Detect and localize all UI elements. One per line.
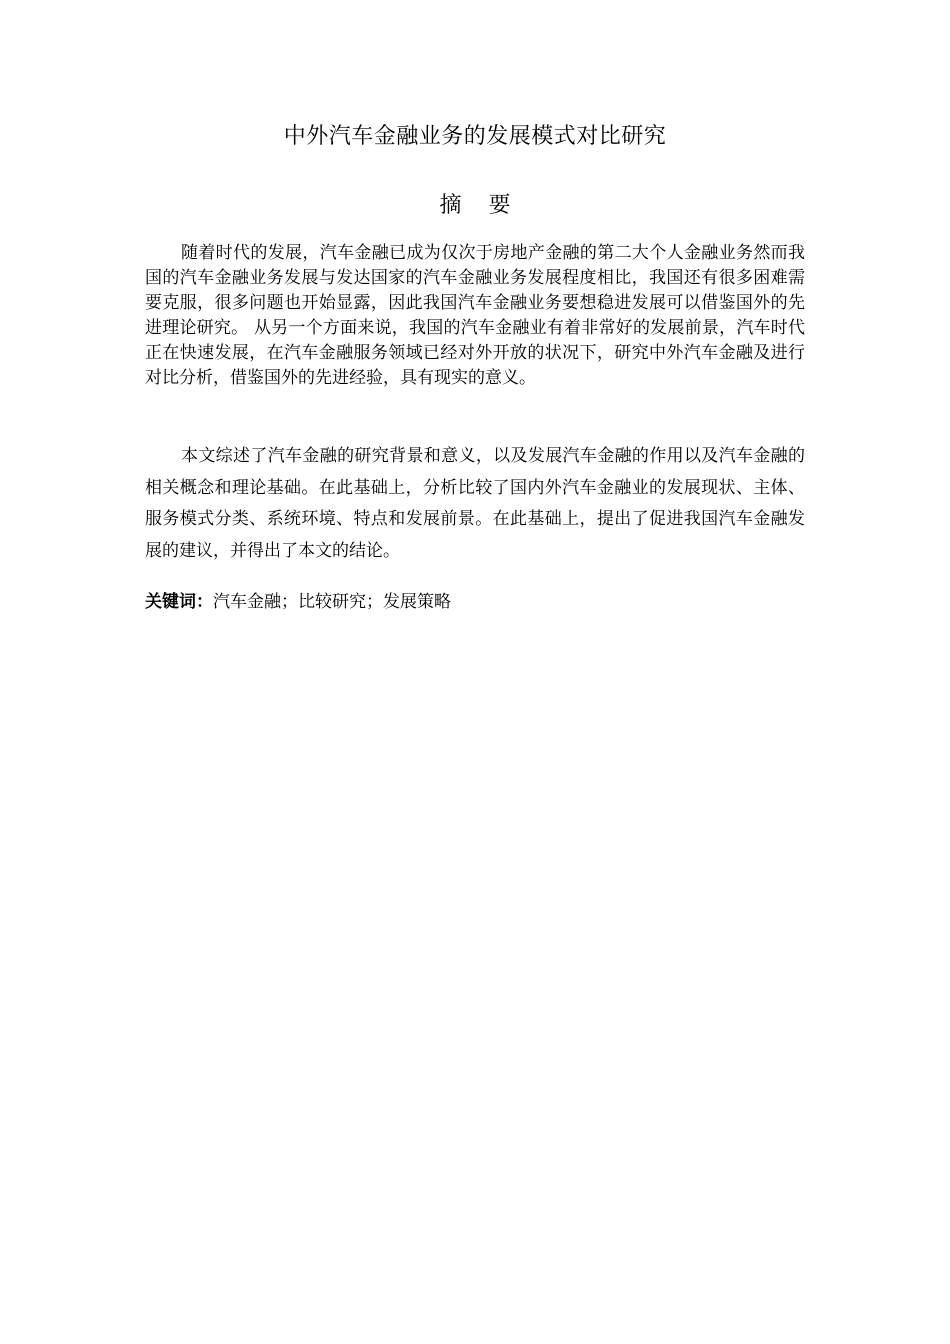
keywords-line (145, 588, 805, 616)
document-title: 中外汽车金融业务的发展模式对比研究 (283, 124, 667, 149)
keywords-label: 关键词： (145, 592, 213, 612)
abstract-paragraph-1: 随着时代的发展，汽车金融已成为仅次于房地产金融的第二大个人金融业务然而我国的汽车金融业务发展与发达国家的汽车金融业务发展程度相比，我国还有很多困难需要克服，很多问题也开始显露，因此我国汽车金融业务要想稳进发展可以借鉴国外的先进理论研究。 从另一个方面来说，我国的汽车金融业有着非常好的发展前景，汽车时代正在快速发展，在汽车金融服务领域已经对外开放的状况下，研究中外汽车金融及进行对比分析，借鉴国外的先进经验，具有现实的意义。 (145, 243, 805, 388)
abstract-heading: 摘 要 (439, 193, 521, 218)
abstract-paragraph-2: 本文综述了汽车金融的研究背景和意义，以及发展汽车金融的作用以及汽车金融的相关概念和理论基础。在此基础上，分析比较了国内外汽车金融业的发展现状、主体、服务模式分类、系统环境、特点和发展前景。在此基础上，提出了促进我国汽车金融发展的建议，并得出了本文的结论。 (145, 446, 805, 561)
keywords-value: 汽车金融；比较研究；发展策略 (213, 592, 451, 612)
